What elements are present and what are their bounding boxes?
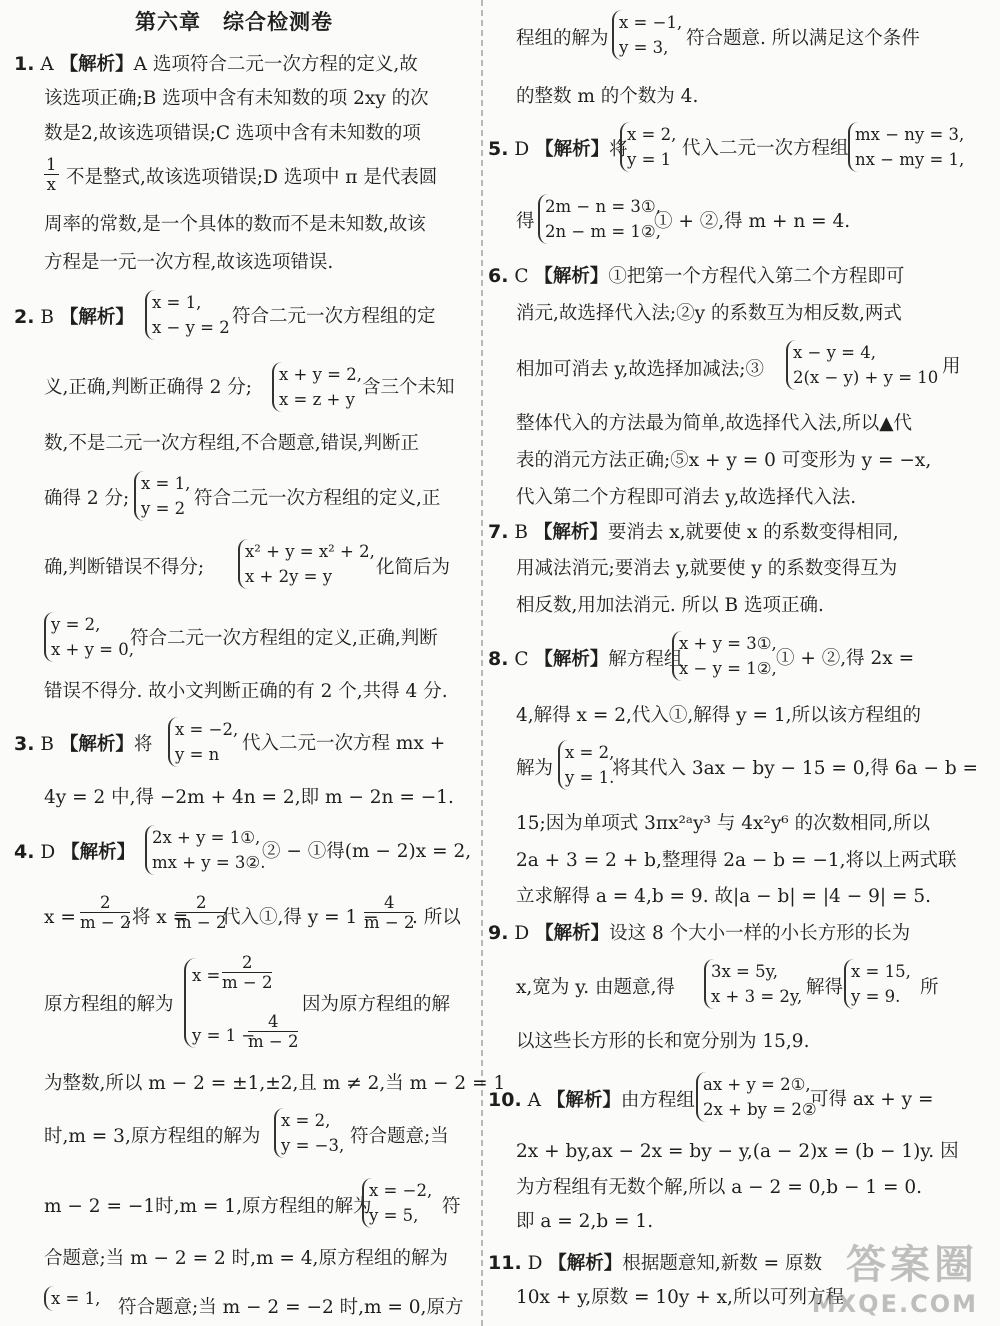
q8-line-3b: 将其代入 3ax − by − 15 = 0,得 6a − b = xyxy=(612,758,979,779)
watermark-sub: MXQE.COM xyxy=(811,1290,978,1318)
q6-line-6: 代入第二个方程即可消去 y,故选择代入法. xyxy=(516,487,857,508)
q4-solution-y-frac: $\frac{4}{m - 2}$ xyxy=(248,1012,299,1051)
q5-system-1: x = 2, y = 1 xyxy=(620,122,676,172)
q9-line-2b: 解得 xyxy=(806,977,844,998)
q8-line-3a: 解为 xyxy=(516,758,554,779)
column-divider xyxy=(481,0,483,1326)
q5-line-2b: ① + ②,得 m + n = 4. xyxy=(654,211,851,232)
q6-line-3b: 用 xyxy=(942,356,961,377)
q2-line-4a: 确得 2 分; xyxy=(44,488,130,509)
q4-line-7: 合题意;当 m − 2 = 2 时,m = 4,原方程组的解为 xyxy=(44,1248,448,1269)
q4-fraction-3: $\frac{4}{m - 2}$ xyxy=(364,893,415,932)
q5-system-2: mx − ny = 3, nx − my = 1, xyxy=(848,122,964,172)
q1-line-6: 方程是一元一次方程,故该选项错误. xyxy=(44,252,334,273)
q3-head: 3. B 【解析】将 xyxy=(14,733,153,755)
q2-line-5b: 化简后为 xyxy=(376,557,451,578)
q10-line-3: 为方程组有无数个解,所以 a − 2 = 0,b − 1 = 0. xyxy=(516,1177,923,1198)
q10-system: ax + y = 2①, 2x + by = 2② xyxy=(696,1072,817,1122)
q4-line-6a: m − 2 = −1时,m = 1,原方程组的解为 xyxy=(44,1196,372,1217)
q4-fraction-2: $\frac{2}{m - 2}$ xyxy=(176,893,227,932)
q9-system-1: 3x = 5y, x + 3 = 2y, xyxy=(704,959,802,1009)
q1-line-4: 不是整式,故该选项错误;D 选项中 π 是代表圆 xyxy=(66,167,438,188)
q2-line-3: 数,不是二元一次方程组,不合题意,错误,判断正 xyxy=(44,433,420,454)
q4-line-2b: ,将 x = xyxy=(126,907,189,928)
q8-line-5: 2a + 3 = 2 + b,整理得 2a − b = −1,将以上两式联 xyxy=(516,850,957,871)
q8-line-4: 15;因为单项式 3πx²ᵃy³ 与 4x²y⁶ 的次数相同,所以 xyxy=(516,813,930,834)
q7-line-1: 7. B 【解析】要消去 x,就要使 x 的系数变得相同, xyxy=(488,521,899,543)
q4-system-1: 2x + y = 1①, mx + y = 3②. xyxy=(145,825,265,875)
q4-line-2d: . 所以 xyxy=(412,907,461,928)
q2-system-1: x = 1, x − y = 2 xyxy=(145,290,230,340)
q5-system-3: 2m − n = 3①, 2n − m = 1②, xyxy=(538,194,661,244)
q10-line-2: 2x + by,ax − 2x = by − y,(a − 2)x = (b − 1)y. 因 xyxy=(516,1141,959,1162)
q8-line-6: 立求解得 a = 4,b = 9. 故|a − b| = |4 − 9| = 5. xyxy=(516,886,932,907)
q4-system-5: x = 2, y = −3, xyxy=(274,1108,344,1158)
q1-line-5: 周率的常数,是一个具体的数而不是未知数,故该 xyxy=(44,214,426,235)
q8-line-1: ① + ②,得 2x = xyxy=(776,648,915,669)
q4-line-5a: 时,m = 3,原方程组的解为 xyxy=(44,1126,261,1147)
q2-line-5a: 确,判断错误不得分; xyxy=(44,557,205,578)
q8-system-2: x = 2, y = 1. xyxy=(558,740,614,790)
q9-line-1: 9. D 【解析】设这 8 个大小一样的小长方形的长为 xyxy=(488,922,911,944)
q1-line-1: 1. A 【解析】A 选项符合二元一次方程的定义,故 xyxy=(14,53,418,75)
q2-system-2: x + y = 2, x = z + y xyxy=(272,362,362,412)
q4-line-5b: 符合题意;当 xyxy=(350,1126,449,1147)
q5-line-1: 代入二元一次方程组 xyxy=(682,138,849,159)
q4-cont-line-2: 的整数 m 的个数为 4. xyxy=(516,86,699,107)
watermark-main: 答案圈 xyxy=(846,1242,978,1288)
q2-line-2a: 义,正确,判断正确得 2 分; xyxy=(44,377,253,398)
q10-line-4: 即 a = 2,b = 1. xyxy=(516,1211,654,1232)
q9-system-2: x = 15, y = 9. xyxy=(844,959,911,1009)
q1-fraction: $\frac{1}{x}$ xyxy=(46,155,57,194)
q4-line-1: ② − ①得(m − 2)x = 2, xyxy=(262,841,472,862)
q4-cont-line-1a: 程组的解为 xyxy=(516,28,609,49)
q2-line-2b: 含三个未知 xyxy=(362,377,455,398)
q2-head: 2. B 【解析】 xyxy=(14,306,134,328)
q6-line-4: 整体代入的方法最为简单,故选择代入法,所以▲代 xyxy=(516,413,912,434)
q10-line-1: 可得 ax + y = xyxy=(810,1089,934,1110)
q4-line-2c: 代入①,得 y = 1 − xyxy=(222,907,379,928)
q4-line-2a: x = xyxy=(44,907,76,928)
q2-line-6: 符合二元一次方程组的定义,正确,判断 xyxy=(130,628,438,649)
q4-line-3b: 因为原方程组的解 xyxy=(302,994,451,1015)
q4-system-8: x = 1, xyxy=(44,1286,100,1311)
q2-line-1: 符合二元一次方程组的定 xyxy=(232,306,436,327)
q6-line-5: 表的消元方法正确;⑤x + y = 0 可变形为 y = −x, xyxy=(516,450,932,471)
q4-solution-x: x = xyxy=(192,966,221,985)
q2-system-3: x = 1, y = 2 xyxy=(134,471,190,521)
q4-fraction-1: $\frac{2}{m - 2}$ xyxy=(80,893,131,932)
q9-line-2c: 所 xyxy=(920,977,939,998)
q8-system-1: x + y = 3①, x − y = 1②, xyxy=(672,631,777,681)
q4-line-8: 符合题意;当 m − 2 = −2 时,m = 0,原方 xyxy=(118,1297,464,1318)
q4-head: 4. D 【解析】 xyxy=(14,841,136,863)
q2-system-4: x² + y = x² + 2, x + 2y = y xyxy=(238,539,375,589)
q9-line-2a: x,宽为 y. 由题意,得 xyxy=(516,977,675,998)
q6-system: x − y = 4, 2(x − y) + y = 10 xyxy=(786,340,938,390)
q7-line-3: 相反数,用加法消元. 所以 B 选项正确. xyxy=(516,595,824,616)
q4-solution-y: y = 1 − xyxy=(192,1026,256,1045)
q2-line-4b: 符合二元一次方程组的定义,正 xyxy=(194,488,441,509)
q4-system-6: x = −2, y = 5, xyxy=(362,1178,432,1228)
q11-line-1: 11. D 【解析】根据题意知,新数 = 原数 xyxy=(488,1252,822,1274)
q1-line-3: 数是2,故该选项错误;C 选项中含有未知数的项 xyxy=(44,123,421,144)
q6-line-2: 消元,故选择代入法;②y 的系数互为相反数,两式 xyxy=(516,303,902,324)
q6-line-3a: 相加可消去 y,故选择加减法;③ xyxy=(516,359,764,380)
page-title: 第六章 综合检测卷 xyxy=(135,10,333,34)
q10-head: 10. A 【解析】由方程组 xyxy=(488,1089,695,1111)
q4-solution-x-frac: $\frac{2}{m - 2}$ xyxy=(222,953,273,992)
q5-line-2a: 得 xyxy=(516,211,535,232)
q11-line-2: 10x + y,原数 = 10y + x,所以可列方程 xyxy=(516,1287,844,1308)
q6-line-1: 6. C 【解析】①把第一个方程代入第二个方程即可 xyxy=(488,265,905,287)
q8-line-2: 4,解得 x = 2,代入①,解得 y = 1,所以该方程组的 xyxy=(516,705,922,726)
q4-line-3a: 原方程组的解为 xyxy=(44,994,174,1015)
q3-line-1: 代入二元一次方程 mx + xyxy=(242,733,446,754)
q2-line-7: 错误不得分. 故小文判断正确的有 2 个,共得 4 分. xyxy=(44,681,448,702)
q4-cont-line-1b: 符合题意. 所以满足这个条件 xyxy=(686,28,920,49)
q2-system-5: y = 2, x + y = 0, xyxy=(44,612,134,662)
q4-line-6b: 符 xyxy=(442,1196,461,1217)
q9-line-3: 以这些长方形的长和宽分别为 15,9. xyxy=(516,1031,810,1052)
q8-head: 8. C 【解析】解方程组 xyxy=(488,648,683,670)
q4-cont-system: x = −1, y = 3, xyxy=(612,10,682,60)
watermark xyxy=(812,1233,978,1318)
q3-line-2: 4y = 2 中,得 −2m + 4n = 2,即 m − 2n = −1. xyxy=(44,787,454,808)
q1-line-2: 该选项正确;B 选项中含有未知数的项 2xy 的次 xyxy=(44,88,429,109)
q7-line-2: 用减法消元;要消去 y,就要使 y 的系数变得互为 xyxy=(516,558,898,579)
q4-line-4: 为整数,所以 m − 2 = ±1,±2,且 m ≠ 2,当 m − 2 = 1 xyxy=(44,1073,506,1094)
q5-head: 5. D 【解析】将 xyxy=(488,138,628,160)
q3-system: x = −2, y = n xyxy=(168,717,238,767)
